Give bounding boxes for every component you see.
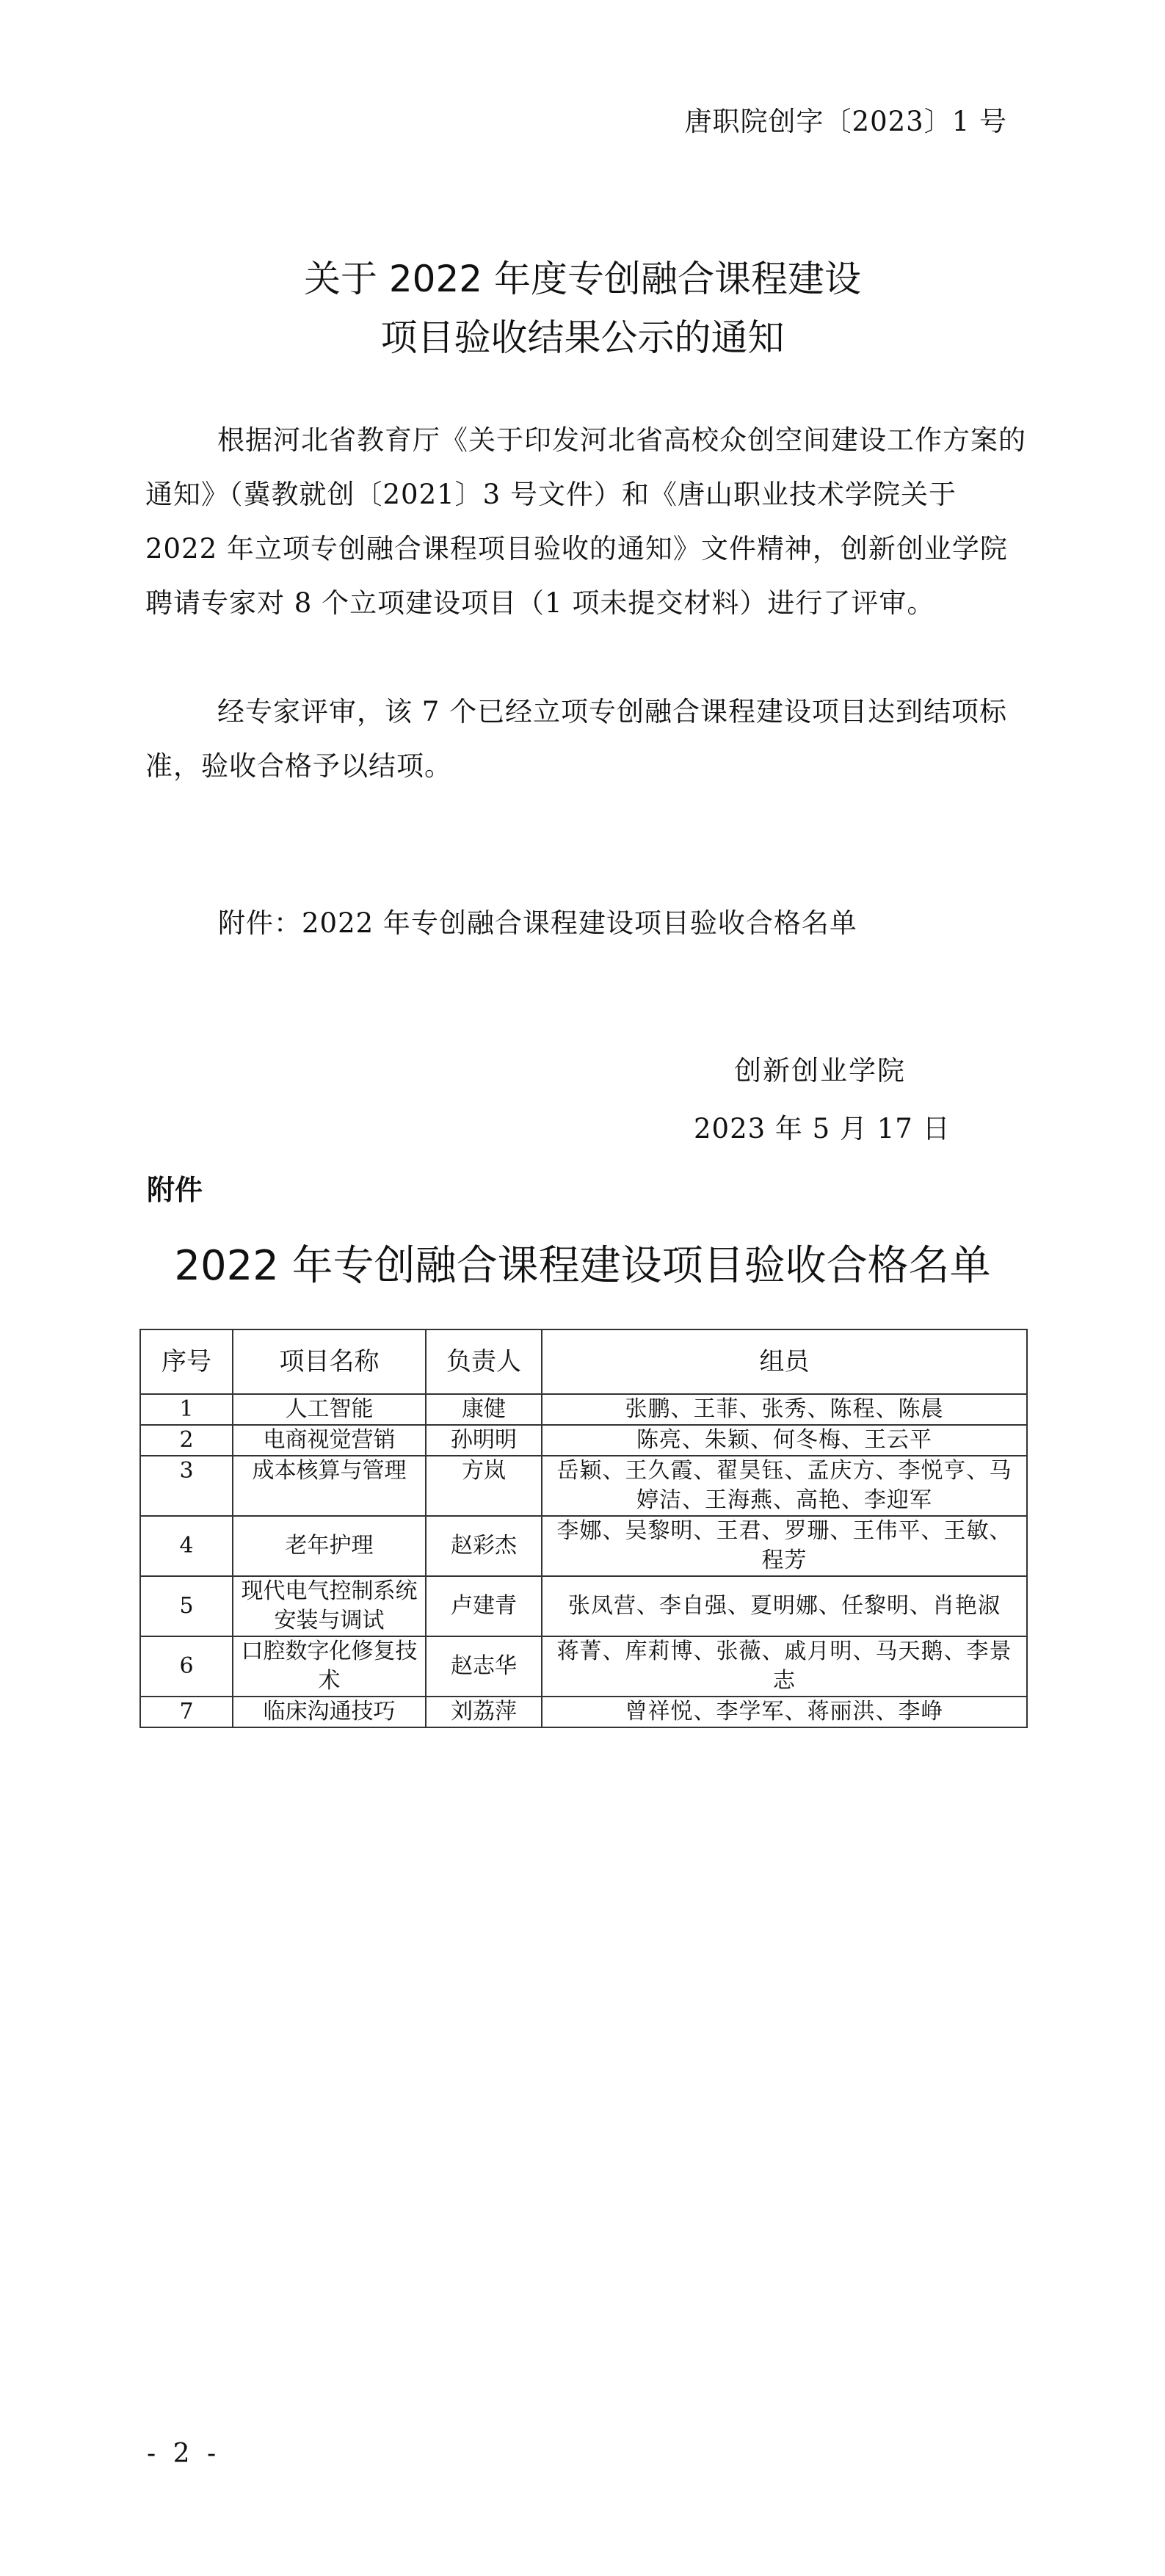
column-header-leader: 负责人 (426, 1329, 542, 1394)
attachment-title: 2022 年专创融合课程建设项目验收合格名单 (174, 1242, 991, 1290)
paragraph-1-text: 根据河北省教育厅《关于印发河北省高校众创空间建设工作方案的通知》（冀教就创〔2021〕3 号文件）和《唐山职业技术学院关于 2022 年立项专创融合课程项目验收的通知》文件精神，创新创业学院聘请专家对 8 个立项建设项目（1 项未提交材料）进行了评审。 (145, 424, 1026, 619)
signature-date: 2023 年 5 月 17 日 (694, 1113, 951, 1144)
row-number: 6 (140, 1636, 233, 1697)
table-row (140, 1576, 1027, 1636)
project-members: 曾祥悦、李学军、蒋丽洪、李峥 (542, 1697, 1027, 1727)
attachment-reference: 附件：2022 年专创融合课程建设项目验收合格名单 (218, 907, 857, 939)
page-number: - 2 - (147, 2439, 221, 2469)
row-number: 3 (140, 1456, 233, 1516)
column-header-number: 序号 (140, 1329, 233, 1394)
table-row (140, 1425, 1027, 1456)
signature-organization: 创新创业学院 (734, 1055, 906, 1086)
row-number: 1 (140, 1394, 233, 1425)
project-members: 岳颖、王久霞、翟昊钰、孟庆方、李悦亨、马婷洁、王海燕、高艳、李迎军 (542, 1456, 1027, 1516)
document-number: 唐职院创字〔2023〕1 号 (684, 106, 1007, 137)
row-number: 2 (140, 1425, 233, 1456)
notice-paragraph-1 (145, 413, 1026, 631)
row-number: 4 (140, 1516, 233, 1576)
project-leader: 刘荔萍 (426, 1697, 542, 1727)
row-number: 5 (140, 1576, 233, 1636)
column-header-project-name: 项目名称 (233, 1329, 426, 1394)
project-name: 老年护理 (233, 1516, 426, 1576)
project-leader: 卢建青 (426, 1576, 542, 1636)
project-members: 李娜、吴黎明、王君、罗珊、王伟平、王敏、程芳 (542, 1516, 1027, 1576)
project-members: 张凤营、李自强、夏明娜、任黎明、肖艳淑 (542, 1576, 1027, 1636)
project-leader: 赵志华 (426, 1636, 542, 1697)
notice-title-line1: 关于 2022 年度专创融合课程建设 (303, 258, 862, 300)
table-row (140, 1394, 1027, 1425)
table-row (140, 1516, 1027, 1576)
project-leader: 赵彩杰 (426, 1516, 542, 1576)
project-leader: 孙明明 (426, 1425, 542, 1456)
project-name: 现代电气控制系统安装与调试 (233, 1576, 426, 1636)
table-row (140, 1636, 1027, 1697)
row-number: 7 (140, 1697, 233, 1727)
table-header-row (140, 1329, 1027, 1394)
notice-title-line2: 项目验收结果公示的通知 (380, 316, 785, 359)
column-header-members: 组员 (542, 1329, 1027, 1394)
project-name: 口腔数字化修复技术 (233, 1636, 426, 1697)
notice-paragraph-2 (145, 685, 1026, 794)
paragraph-2-text: 经专家评审，该 7 个已经立项专创融合课程建设项目达到结项标准，验收合格予以结项。 (145, 696, 1008, 782)
attachment-label: 附件 (147, 1174, 203, 1206)
project-leader: 方岚 (426, 1456, 542, 1516)
project-members: 蒋菁、库莉博、张薇、戚月明、马天鹅、李景志 (542, 1636, 1027, 1697)
table-row (140, 1456, 1027, 1516)
table-row (140, 1697, 1027, 1727)
qualified-projects-table (139, 1329, 1028, 1728)
project-name: 临床沟通技巧 (233, 1697, 426, 1727)
project-name: 成本核算与管理 (233, 1456, 426, 1516)
project-members: 张鹏、王菲、张秀、陈程、陈晨 (542, 1394, 1027, 1425)
project-name: 人工智能 (233, 1394, 426, 1425)
project-name: 电商视觉营销 (233, 1425, 426, 1456)
project-leader: 康健 (426, 1394, 542, 1425)
project-members: 陈亮、朱颖、何冬梅、王云平 (542, 1425, 1027, 1456)
